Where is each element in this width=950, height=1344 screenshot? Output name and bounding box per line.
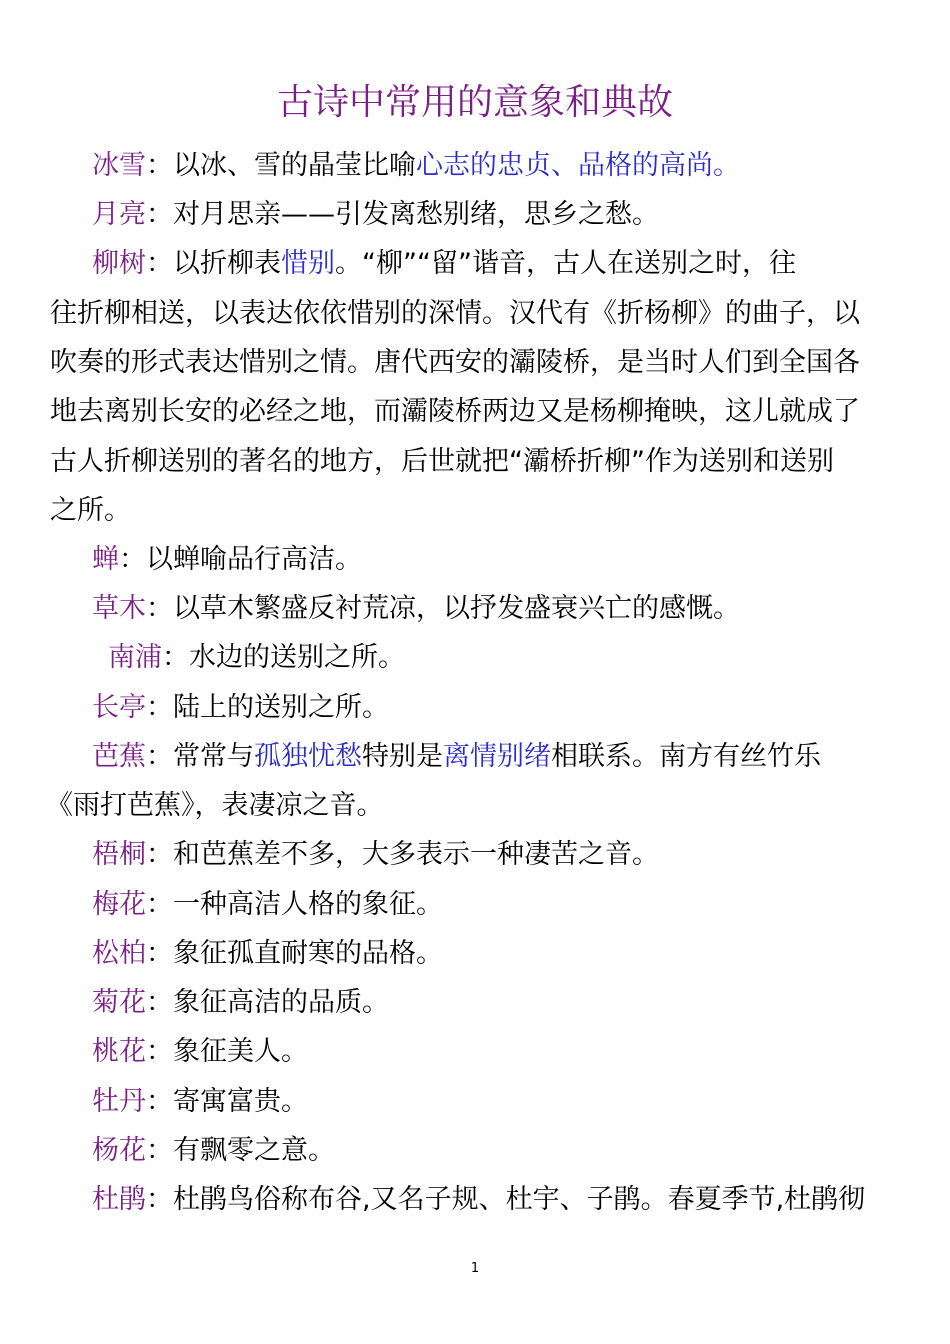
entry-separator: ： — [146, 199, 173, 230]
entry-liushu-continuation: 地去离别长安的必经之地，而灞陵桥两边又是杨柳掩映，这儿就成了 — [50, 396, 860, 427]
entry-text: 陆上的送别之所。 — [173, 692, 389, 723]
entry-bajiao-continuation: 《雨打芭蕉》，表凄凉之音。 — [46, 790, 384, 821]
entry-term: 杜鹃 — [92, 1184, 146, 1215]
entry-term: 冰雪 — [92, 150, 146, 181]
entry-separator: ： — [146, 1086, 173, 1117]
entry-text: 以蝉喻品行高洁。 — [146, 544, 362, 575]
entry-nanpu — [50, 640, 920, 676]
entry-text: 象征高洁的品质。 — [173, 987, 389, 1018]
entry-changting — [50, 690, 920, 726]
entry-wutong — [50, 837, 920, 873]
entry-term: 南浦 — [108, 642, 162, 673]
entry-separator: ： — [146, 938, 173, 969]
entry-text: 杜鹃鸟俗称布谷,又名子规、杜宇、子鹃。春夏季节,杜鹃彻 — [173, 1184, 866, 1215]
entry-juhua — [50, 985, 920, 1021]
entry-caomu — [50, 591, 920, 627]
entry-separator: ： — [162, 642, 189, 673]
entry-yueliang — [50, 197, 920, 233]
entry-separator: ： — [146, 593, 173, 624]
entry-term: 牡丹 — [92, 1086, 146, 1117]
entry-text: 对月思亲——引发离愁别绪，思乡之愁。 — [173, 199, 659, 230]
entry-text: 象征美人。 — [173, 1036, 308, 1067]
entry-liushu — [50, 246, 920, 282]
entry-text: 一种高洁人格的象征。 — [173, 889, 443, 920]
entry-highlight: 孤独忧愁 — [254, 741, 362, 772]
entry-highlight: 离情别绪 — [443, 741, 551, 772]
entry-separator: ： — [146, 839, 173, 870]
entry-term: 杨花 — [92, 1135, 146, 1166]
entry-liushu-continuation: 吹奏的形式表达惜别之情。唐代西安的灞陵桥，是当时人们到全国各 — [50, 347, 860, 378]
entry-text: 有飘零之意。 — [173, 1135, 335, 1166]
entry-liushu-continuation: 之所。 — [50, 495, 131, 526]
entry-text: 相联系。南方有丝竹乐 — [551, 741, 821, 772]
entry-separator: ： — [119, 544, 146, 575]
entry-meihua — [50, 887, 920, 923]
entry-term: 长亭 — [92, 692, 146, 723]
entry-dujuan — [50, 1182, 920, 1218]
entry-term: 芭蕉 — [92, 741, 146, 772]
entry-text: 和芭蕉差不多，大多表示一种凄苦之音。 — [173, 839, 659, 870]
entry-yanghua — [50, 1133, 920, 1169]
page-title: 古诗中常用的意象和典故 — [276, 82, 673, 123]
entry-separator: ： — [146, 741, 173, 772]
entry-term: 梧桐 — [92, 839, 146, 870]
entry-separator: ： — [146, 248, 173, 279]
page-number: 1 — [470, 1261, 480, 1276]
entry-separator: ： — [146, 692, 173, 723]
entry-text: 以折柳表 — [173, 248, 281, 279]
entry-highlight: 惜别 — [281, 248, 335, 279]
entry-text: 以草木繁盛反衬荒凉，以抒发盛衰兴亡的感慨。 — [173, 593, 740, 624]
entry-term: 桃花 — [92, 1036, 146, 1067]
entry-text: 寄寓富贵。 — [173, 1086, 308, 1117]
entry-term: 柳树 — [92, 248, 146, 279]
entry-bajiao — [50, 739, 920, 775]
entry-separator: ： — [146, 1184, 173, 1215]
entry-separator: ： — [146, 150, 173, 181]
entry-term: 菊花 — [92, 987, 146, 1018]
entry-text: 象征孤直耐寒的品格。 — [173, 938, 443, 969]
entry-songbai — [50, 936, 920, 972]
entry-text: 特别是 — [362, 741, 443, 772]
entry-text: 常常与 — [173, 741, 254, 772]
entry-term: 蝉 — [92, 544, 119, 575]
entry-liushu-continuation: 古人折柳送别的著名的地方，后世就把“灞桥折柳”作为送别和送别 — [50, 446, 834, 477]
entry-term: 梅花 — [92, 889, 146, 920]
entry-term: 松柏 — [92, 938, 146, 969]
entry-separator: ： — [146, 987, 173, 1018]
entry-bingxue — [50, 148, 920, 184]
entry-term: 月亮 — [92, 199, 146, 230]
entry-highlight: 心志的忠贞、品格的高尚。 — [416, 150, 740, 181]
entry-taohua — [50, 1034, 920, 1070]
entry-liushu-continuation: 往折柳相送，以表达依依惜别的深情。汉代有《折杨柳》的曲子，以 — [50, 298, 860, 329]
entry-chan — [50, 542, 920, 578]
entry-text: 。“柳”“留”谐音，古人在送别之时，往 — [335, 248, 796, 279]
entry-separator: ： — [146, 889, 173, 920]
entry-text: 以冰、雪的晶莹比喻 — [173, 150, 416, 181]
entry-text: 水边的送别之所。 — [189, 642, 405, 673]
entry-mudan — [50, 1084, 920, 1120]
entry-separator: ： — [146, 1135, 173, 1166]
entry-separator: ： — [146, 1036, 173, 1067]
entry-term: 草木 — [92, 593, 146, 624]
